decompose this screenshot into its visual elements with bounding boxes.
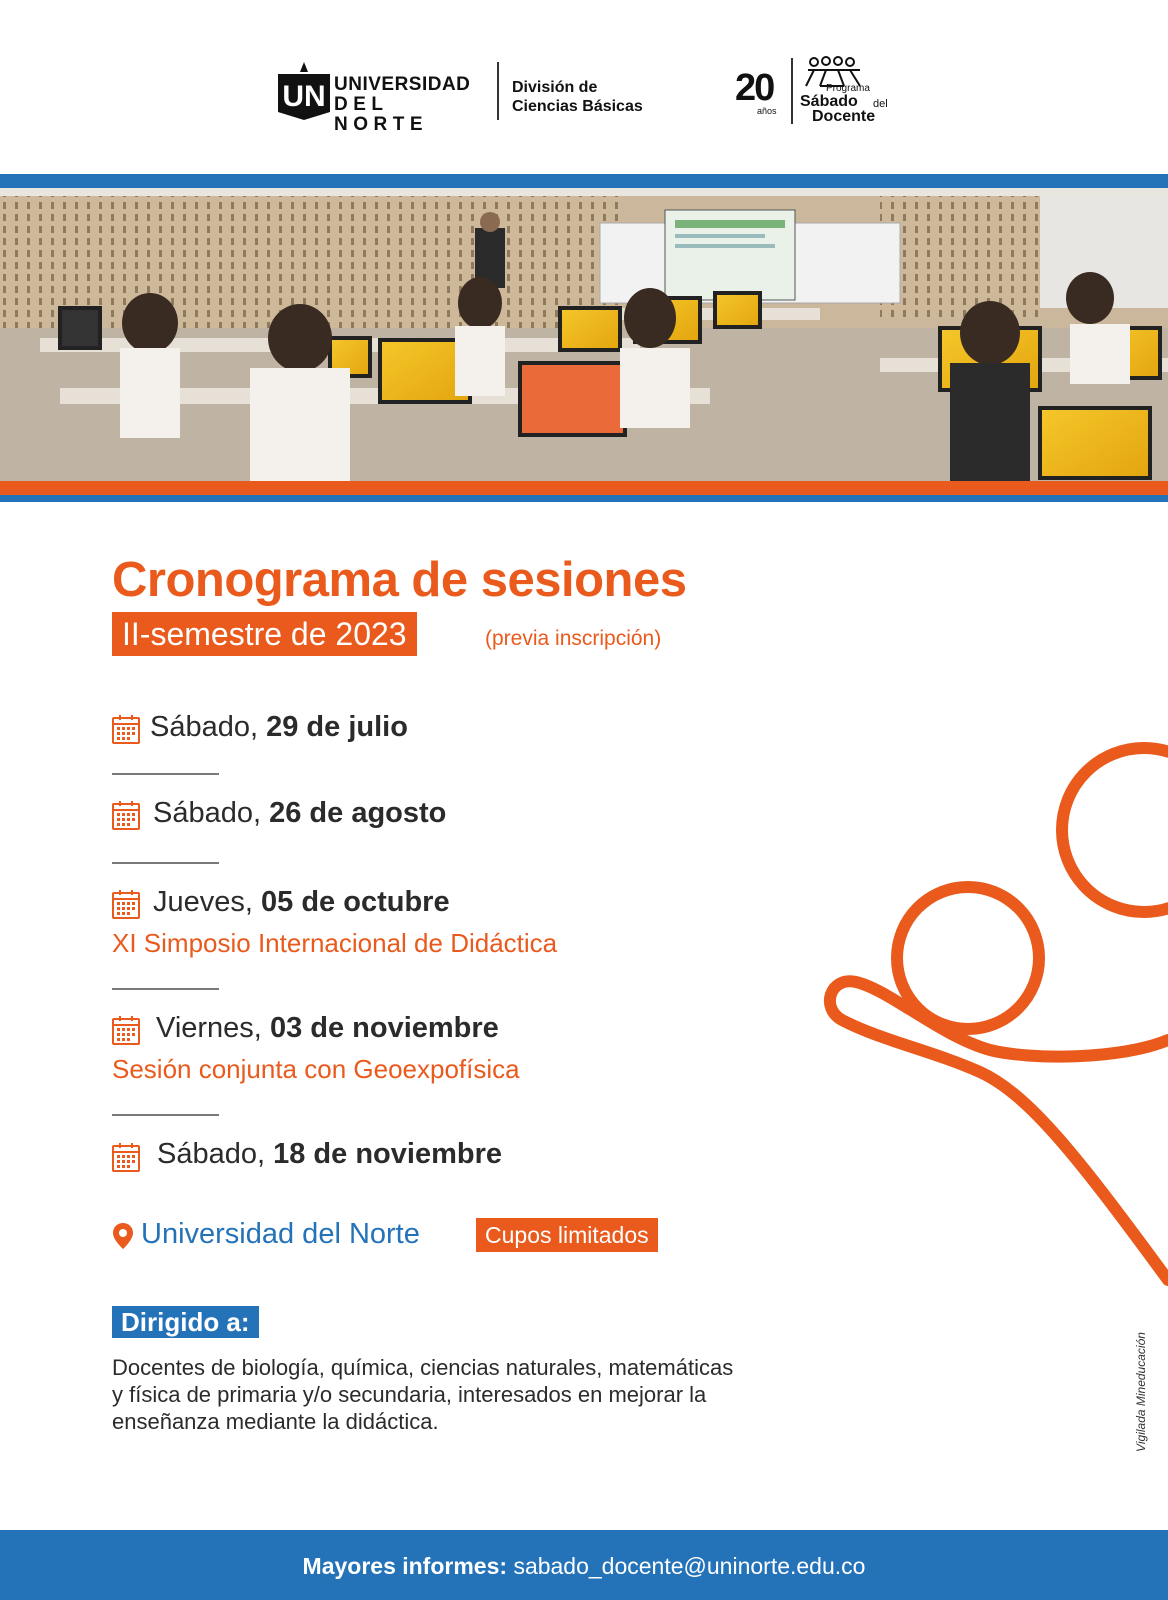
session-date: 05 de octubre [261, 886, 450, 918]
top-blue-band [0, 174, 1168, 188]
session-note: Sesión conjunta con Geoexpofísica [112, 1054, 520, 1084]
university-emblem-icon [278, 62, 330, 120]
audience-line-2: y física de primaria y/o secundaria, interesados en mejorar la [112, 1382, 707, 1407]
session-day: Jueves, [153, 886, 253, 918]
division-name [512, 78, 643, 116]
calendar-icon [112, 1142, 140, 1172]
audience-line-3: enseñanza mediante la didáctica. [112, 1409, 439, 1434]
university-line2: DEL NORTE [334, 94, 428, 135]
audience-label: Dirigido a: [112, 1306, 259, 1338]
session-divider [112, 773, 219, 775]
session-date: 18 de noviembre [273, 1138, 502, 1170]
session-divider [112, 862, 219, 864]
footer-email-link[interactable]: sabado_docente@uninorte.edu.co [513, 1553, 866, 1579]
program-small-label: Programa [826, 83, 870, 94]
program-name: Sábado [800, 93, 858, 110]
division-line2: Ciencias Básicas [512, 98, 643, 115]
footer-label: Mayores informes: [302, 1553, 508, 1579]
audience-line-1: Docentes de biología, química, ciencias naturales, matemáticas [112, 1355, 734, 1380]
session-4 [156, 1012, 499, 1045]
limited-spots-badge: Cupos limitados [476, 1218, 658, 1252]
header-divider [497, 62, 499, 120]
bottom-blue-band [0, 495, 1168, 502]
anniversary-label: años [757, 106, 777, 116]
session-3 [153, 886, 450, 919]
session-date: 26 de agosto [269, 797, 447, 829]
division-line1: División de [512, 79, 598, 96]
header-divider-2 [791, 58, 793, 124]
session-day: Viernes, [156, 1012, 262, 1044]
anniversary-number: 20 [735, 67, 774, 109]
footer-contact [0, 1553, 1168, 1580]
calendar-icon [112, 889, 140, 919]
session-2 [153, 797, 446, 830]
logo-initials: UN [282, 80, 326, 113]
session-note: XI Simposio Internacional de Didáctica [112, 928, 558, 958]
session-day: Sábado, [150, 711, 259, 743]
program-docente: Docente [812, 108, 876, 125]
program-del: del [873, 98, 888, 110]
session-date: 03 de noviembre [269, 1012, 499, 1044]
orange-band [0, 481, 1168, 495]
location-pin-icon [112, 1222, 134, 1250]
location-name: Universidad del Norte [141, 1218, 420, 1250]
university-line1: UNIVERSIDAD [334, 74, 471, 95]
classroom-photo [0, 188, 1168, 481]
classroom-illustration [0, 188, 1168, 481]
vigilada-note: Vigilada Mineducación [1134, 1332, 1148, 1452]
page-title: Cronograma de sesiones [112, 553, 687, 607]
calendar-icon [112, 1015, 140, 1045]
session-5 [157, 1138, 502, 1171]
session-day: Sábado, [157, 1138, 266, 1170]
audience-description [112, 1354, 892, 1435]
session-1 [150, 711, 408, 744]
calendar-icon [112, 714, 140, 744]
calendar-icon [112, 800, 140, 830]
session-divider [112, 988, 219, 990]
registration-note: (previa inscripción) [485, 627, 662, 650]
university-name [334, 75, 470, 135]
session-divider [112, 1114, 219, 1116]
semester-badge: II-semestre de 2023 [112, 612, 417, 656]
program-figure-decoration [820, 740, 1168, 1300]
session-day: Sábado, [153, 797, 262, 829]
session-date: 29 de julio [266, 711, 408, 743]
